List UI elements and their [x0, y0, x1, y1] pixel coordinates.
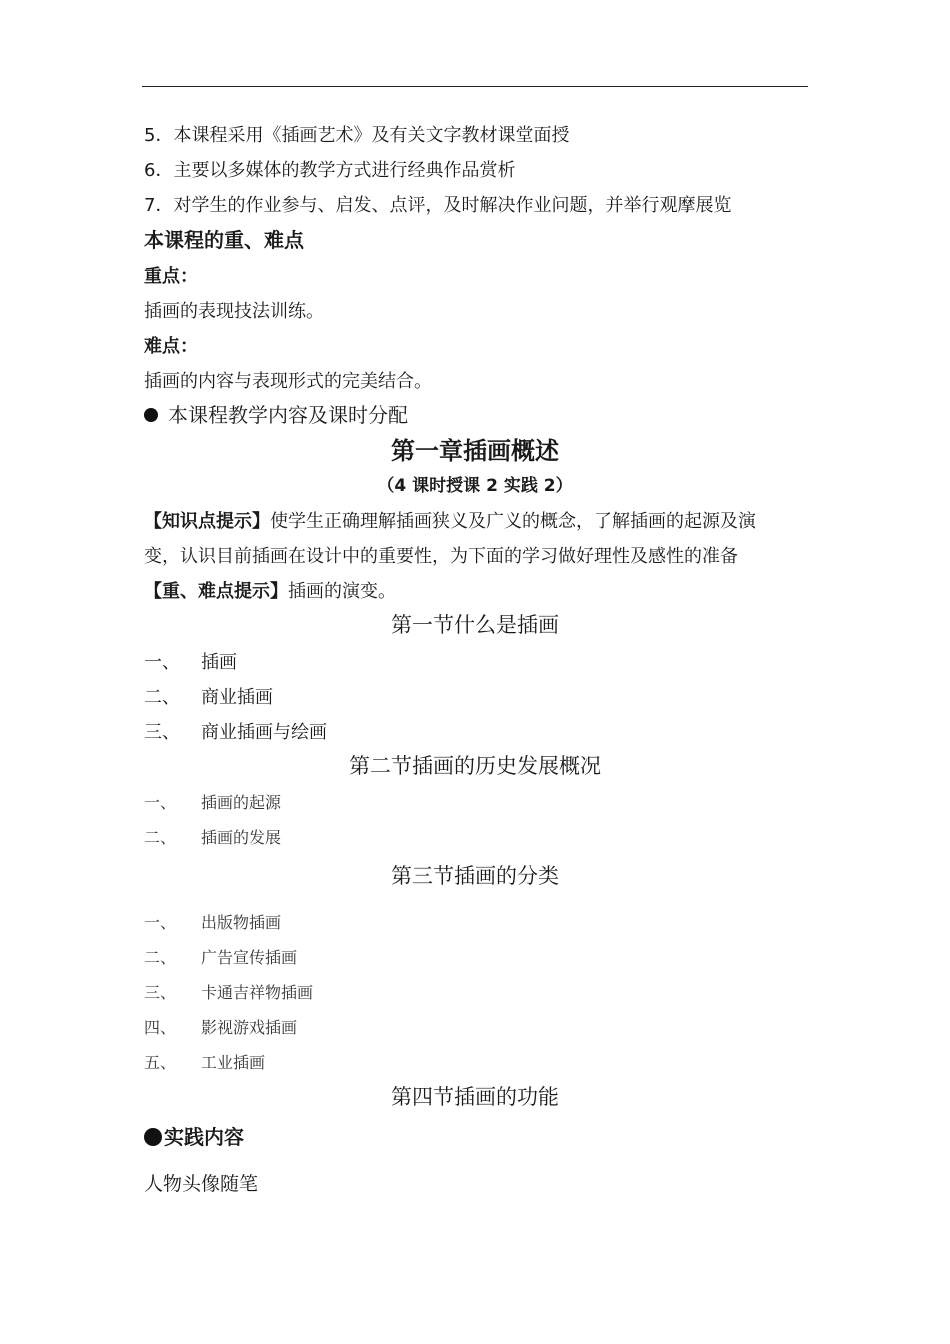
knowledge-text-1: 使学生正确理解插画狭义及广义的概念，了解插画的起源及演	[270, 511, 756, 532]
section-item-number: 二、	[144, 687, 180, 708]
practice-heading	[144, 1127, 244, 1148]
practice-text: 人物头像随笔	[144, 1173, 259, 1195]
knowledge-label: 【知识点提示】	[144, 511, 270, 532]
section-item-number: 一、	[144, 652, 180, 673]
section-item-number: 二、	[144, 948, 177, 967]
content-heading	[144, 405, 408, 425]
section-item-number: 一、	[144, 793, 177, 812]
key-points-heading: 本课程的重、难点	[144, 228, 304, 252]
focus-label: 重点：	[144, 266, 198, 287]
chapter-difficulty-text: 插画的演变。	[288, 581, 396, 602]
bullet-icon	[144, 1128, 162, 1146]
section-item-number: 五、	[144, 1053, 177, 1072]
section-item-number: 三、	[144, 722, 180, 743]
list-item-6: 6．主要以多媒体的教学方式进行经典作品赏析	[144, 160, 516, 181]
list-item-5: 5．本课程采用《插画艺术》及有关文字教材课堂面授	[144, 125, 570, 146]
knowledge-line-2: 变，认识目前插画在设计中的重要性，为下面的学习做好理性及感性的准备	[144, 546, 738, 567]
section-item: 出版物插画	[201, 913, 282, 932]
content-heading-text: 本课程教学内容及课时分配	[168, 403, 408, 427]
section-item-number: 一、	[144, 913, 177, 932]
chapter-title: 第一章插画概述	[391, 437, 559, 465]
header-rule	[142, 86, 808, 87]
section-item: 插画的起源	[201, 793, 282, 812]
chapter-difficulty-line	[144, 583, 396, 601]
section-item: 商业插画与绘画	[201, 722, 327, 743]
practice-heading-text: 实践内容	[164, 1125, 244, 1149]
section-item: 影视游戏插画	[201, 1018, 298, 1037]
section-item: 工业插画	[201, 1053, 266, 1072]
difficulty-label: 难点：	[144, 336, 198, 357]
bullet-icon	[144, 408, 158, 422]
chapter-difficulty-label: 【重、难点提示】	[144, 581, 288, 602]
section-item: 商业插画	[201, 687, 273, 708]
section-item: 卡通吉祥物插画	[201, 983, 314, 1002]
section-item: 广告宣传插画	[201, 948, 298, 967]
section-item: 插画	[201, 652, 237, 673]
section-item-number: 二、	[144, 828, 177, 847]
section-item: 插画的发展	[201, 828, 282, 847]
difficulty-text: 插画的内容与表现形式的完美结合。	[144, 371, 432, 392]
section-title: 第一节什么是插画	[391, 613, 559, 637]
list-item-7: 7．对学生的作业参与、启发、点评，及时解决作业问题，并举行观摩展览	[144, 195, 732, 216]
section-item-number: 四、	[144, 1018, 177, 1037]
section-item-number: 三、	[144, 983, 177, 1002]
chapter-hours: （4 课时授课 2 实践 2）	[377, 476, 573, 496]
focus-text: 插画的表现技法训练。	[144, 301, 324, 322]
knowledge-line-1	[144, 513, 756, 531]
section-title: 第三节插画的分类	[391, 864, 559, 888]
section-title: 第四节插画的功能	[391, 1085, 559, 1109]
section-title: 第二节插画的历史发展概况	[349, 754, 601, 778]
